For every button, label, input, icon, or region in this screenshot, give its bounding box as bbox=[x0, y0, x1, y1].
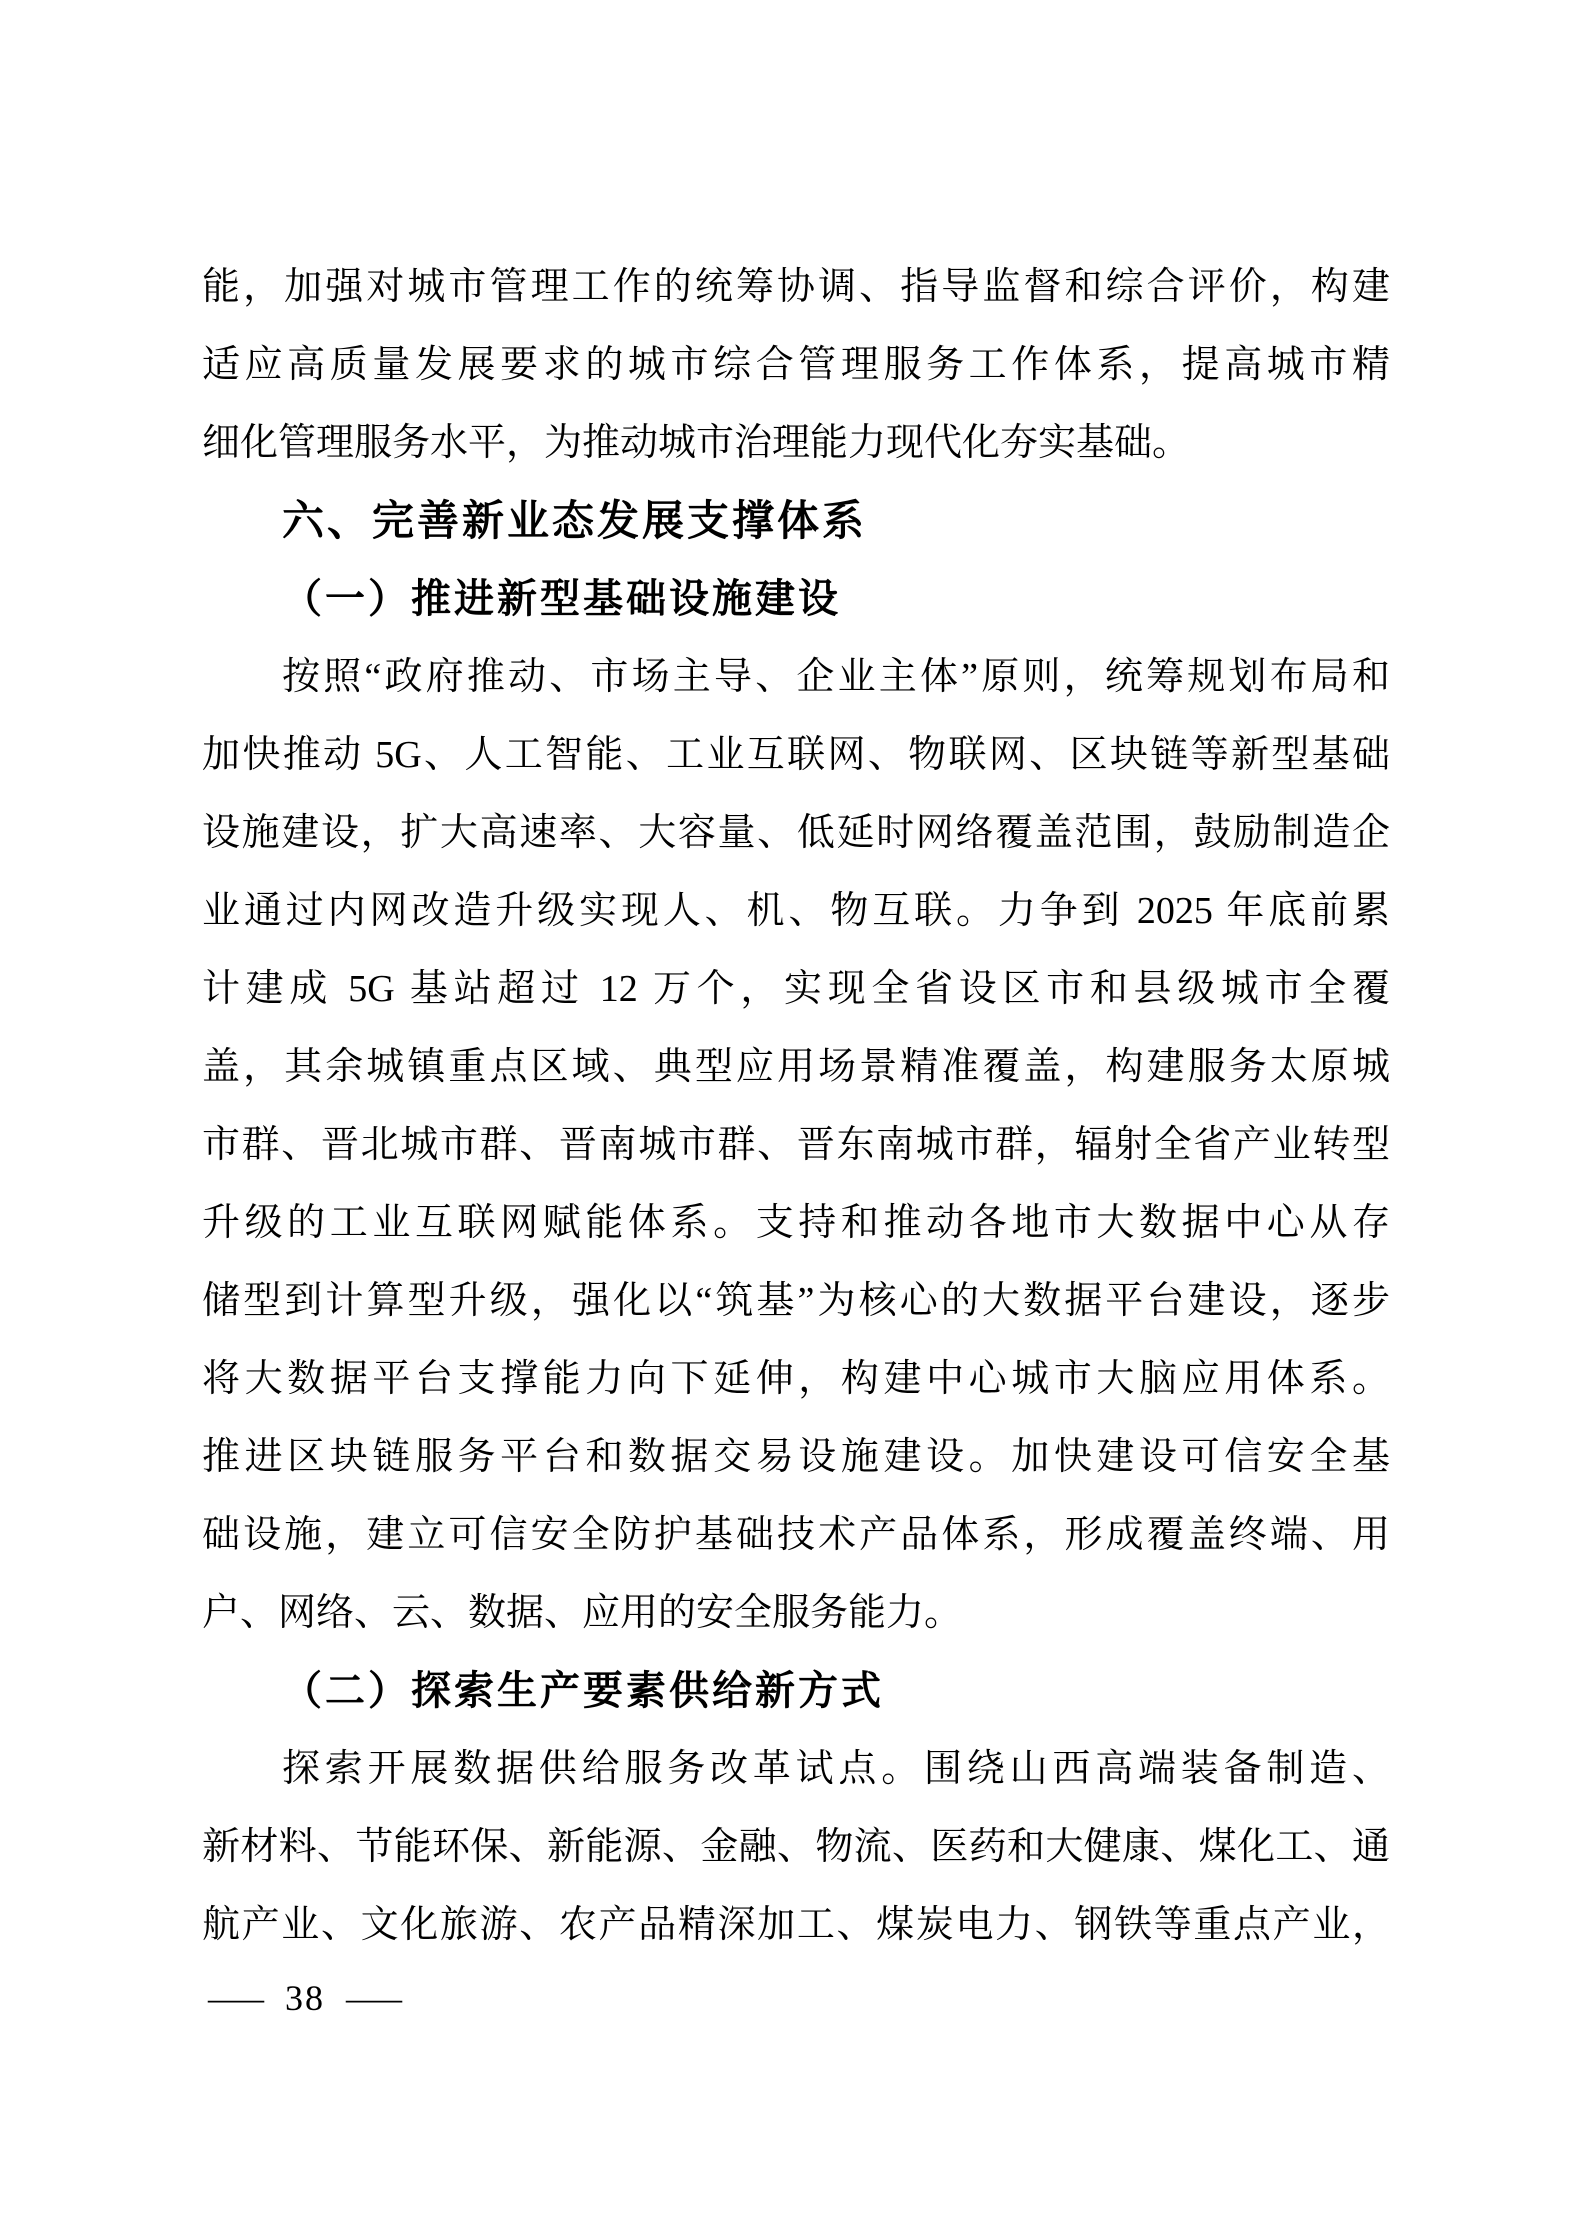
body-text-line: 细化管理服务水平，为推动城市治理能力现代化夯实基础。 bbox=[202, 422, 1191, 464]
body-text-line: 升级的工业互联网赋能体系。支持和推动各地市大数据中心从存 bbox=[202, 1202, 1390, 1244]
footer-right-dash: — bbox=[346, 1978, 402, 2018]
body-text-line: 新材料、节能环保、新能源、金融、物流、医药和大健康、煤化工、通 bbox=[202, 1826, 1390, 1868]
body-text-line: 航产业、文化旅游、农产品精深加工、煤炭电力、钢铁等重点产业， bbox=[202, 1904, 1390, 1946]
body-text-line: 础设施，建立可信安全防护基础技术产品体系，形成覆盖终端、用 bbox=[202, 1514, 1390, 1556]
body-text-line: 市群、晋北城市群、晋南城市群、晋东南城市群，辐射全省产业转型 bbox=[202, 1124, 1390, 1166]
page-footer bbox=[208, 1968, 402, 2028]
body-text-line: 推进区块链服务平台和数据交易设施建设。加快建设可信安全基 bbox=[202, 1436, 1390, 1478]
body-text-line: 能，加强对城市管理工作的统筹协调、指导监督和综合评价，构建 bbox=[202, 266, 1390, 308]
body-text-line: 探索开展数据供给服务改革试点。围绕山西高端装备制造、 bbox=[282, 1748, 1390, 1790]
subsection-heading: （二）探索生产要素供给新方式 bbox=[282, 1668, 884, 1713]
body-text-line: 设施建设，扩大高速率、大容量、低延时网络覆盖范围，鼓励制造企 bbox=[202, 812, 1390, 854]
page-number: 38 bbox=[285, 1978, 325, 2018]
section-heading: 六、完善新业态发展支撑体系 bbox=[282, 497, 868, 544]
document-body bbox=[202, 248, 1390, 1964]
body-text-line: 户、网络、云、数据、应用的安全服务能力。 bbox=[202, 1592, 963, 1634]
body-text-line: 业通过内网改造升级实现人、机、物互联。力争到 2025 年底前累 bbox=[202, 890, 1390, 932]
body-text-line: 按照“政府推动、市场主导、企业主体”原则，统筹规划布局和 bbox=[282, 656, 1390, 698]
footer-left-dash: — bbox=[208, 1978, 264, 2018]
body-text-line: 储型到计算型升级，强化以“筑基”为核心的大数据平台建设，逐步 bbox=[202, 1280, 1390, 1322]
body-text-line: 计建成 5G 基站超过 12 万个，实现全省设区市和县级城市全覆 bbox=[202, 968, 1390, 1010]
subsection-heading: （一）推进新型基础设施建设 bbox=[282, 576, 841, 621]
body-text-line: 加快推动 5G、人工智能、工业互联网、物联网、区块链等新型基础 bbox=[202, 734, 1390, 776]
body-text-line: 将大数据平台支撑能力向下延伸，构建中心城市大脑应用体系。 bbox=[202, 1358, 1390, 1400]
body-text-line: 适应高质量发展要求的城市综合管理服务工作体系，提高城市精 bbox=[202, 344, 1390, 386]
body-text-line: 盖，其余城镇重点区域、典型应用场景精准覆盖，构建服务太原城 bbox=[202, 1046, 1390, 1088]
